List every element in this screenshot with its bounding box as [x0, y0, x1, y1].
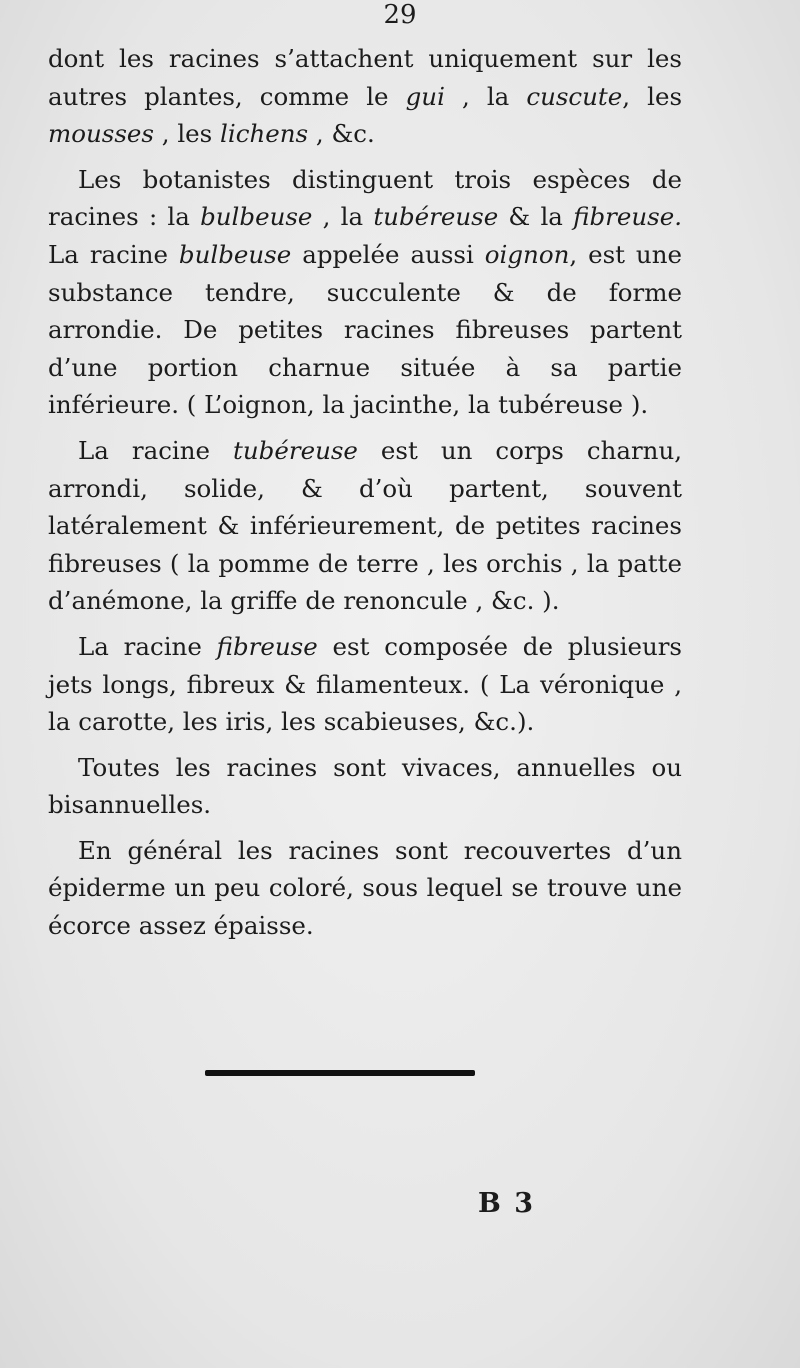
italic-term: fibreuse. [573, 202, 682, 232]
italic-term: gui [405, 81, 445, 111]
text-run: appelée aussi [291, 239, 485, 269]
paragraph [48, 628, 682, 741]
text-run: & la [498, 202, 574, 232]
italic-term: cuscute [526, 81, 623, 111]
paragraph [48, 161, 682, 424]
text-run: La racine [78, 435, 234, 465]
page-number: 29 [383, 0, 417, 30]
paragraph [48, 432, 682, 620]
text-run: dont les racines s’attachent uniquement sur les autres plantes, comme le [48, 44, 682, 111]
text-run: , les [622, 81, 683, 111]
paragraph [48, 832, 682, 945]
italic-term: bulbeuse [178, 239, 292, 269]
text-run: , est une substance tendre, succulente & de forme arrondie. De petites racines fibreuses partent d’une portion charnue située à sa partie inférieure. ( L’oignon, la jacinthe, la tubéreuse ). [48, 239, 682, 420]
paragraph [48, 40, 682, 153]
italic-term: mousses [48, 119, 154, 149]
text-run: , les [153, 119, 221, 149]
text-run: est un corps charnu, arrondi, solide, & d’où partent, souvent latéralement & inférieurement, de petites racines fibreuses ( la pomme de terre , les orchis , la patte d’anémone, la griffe de renoncule , &c. ). [48, 435, 683, 616]
text-run: , la [444, 81, 527, 111]
italic-term: bulbeuse [200, 202, 313, 232]
text-run: La racine [48, 239, 179, 269]
section-divider-rule [205, 1070, 475, 1076]
printer-signature-mark: B 3 [478, 1188, 536, 1219]
text-run: , &c. [308, 119, 375, 149]
body-text [48, 40, 682, 953]
text-run: La racine [78, 631, 217, 661]
text-run: En général les racines sont recouvertes d’un épiderme un peu coloré, sous lequel se trouve une écorce assez épaisse. [48, 835, 682, 941]
italic-term: fibreuse [216, 631, 318, 661]
italic-term: lichens [220, 119, 309, 149]
italic-term: tubéreuse [233, 435, 358, 465]
paragraph [48, 749, 682, 824]
italic-term: tubéreuse [373, 202, 499, 232]
italic-term: oignon [484, 239, 570, 269]
text-run: Les botanistes distinguent trois espèces de racines : la [48, 164, 682, 232]
text-run: Toutes les racines sont vivaces, annuelles ou bisannuelles. [48, 752, 682, 820]
text-run: , la [312, 202, 374, 232]
text-run: est composée de plusieurs jets longs, fibreux & filamenteux. ( La véronique , la carotte, les iris, les scabieuses, &c.). [48, 631, 683, 737]
